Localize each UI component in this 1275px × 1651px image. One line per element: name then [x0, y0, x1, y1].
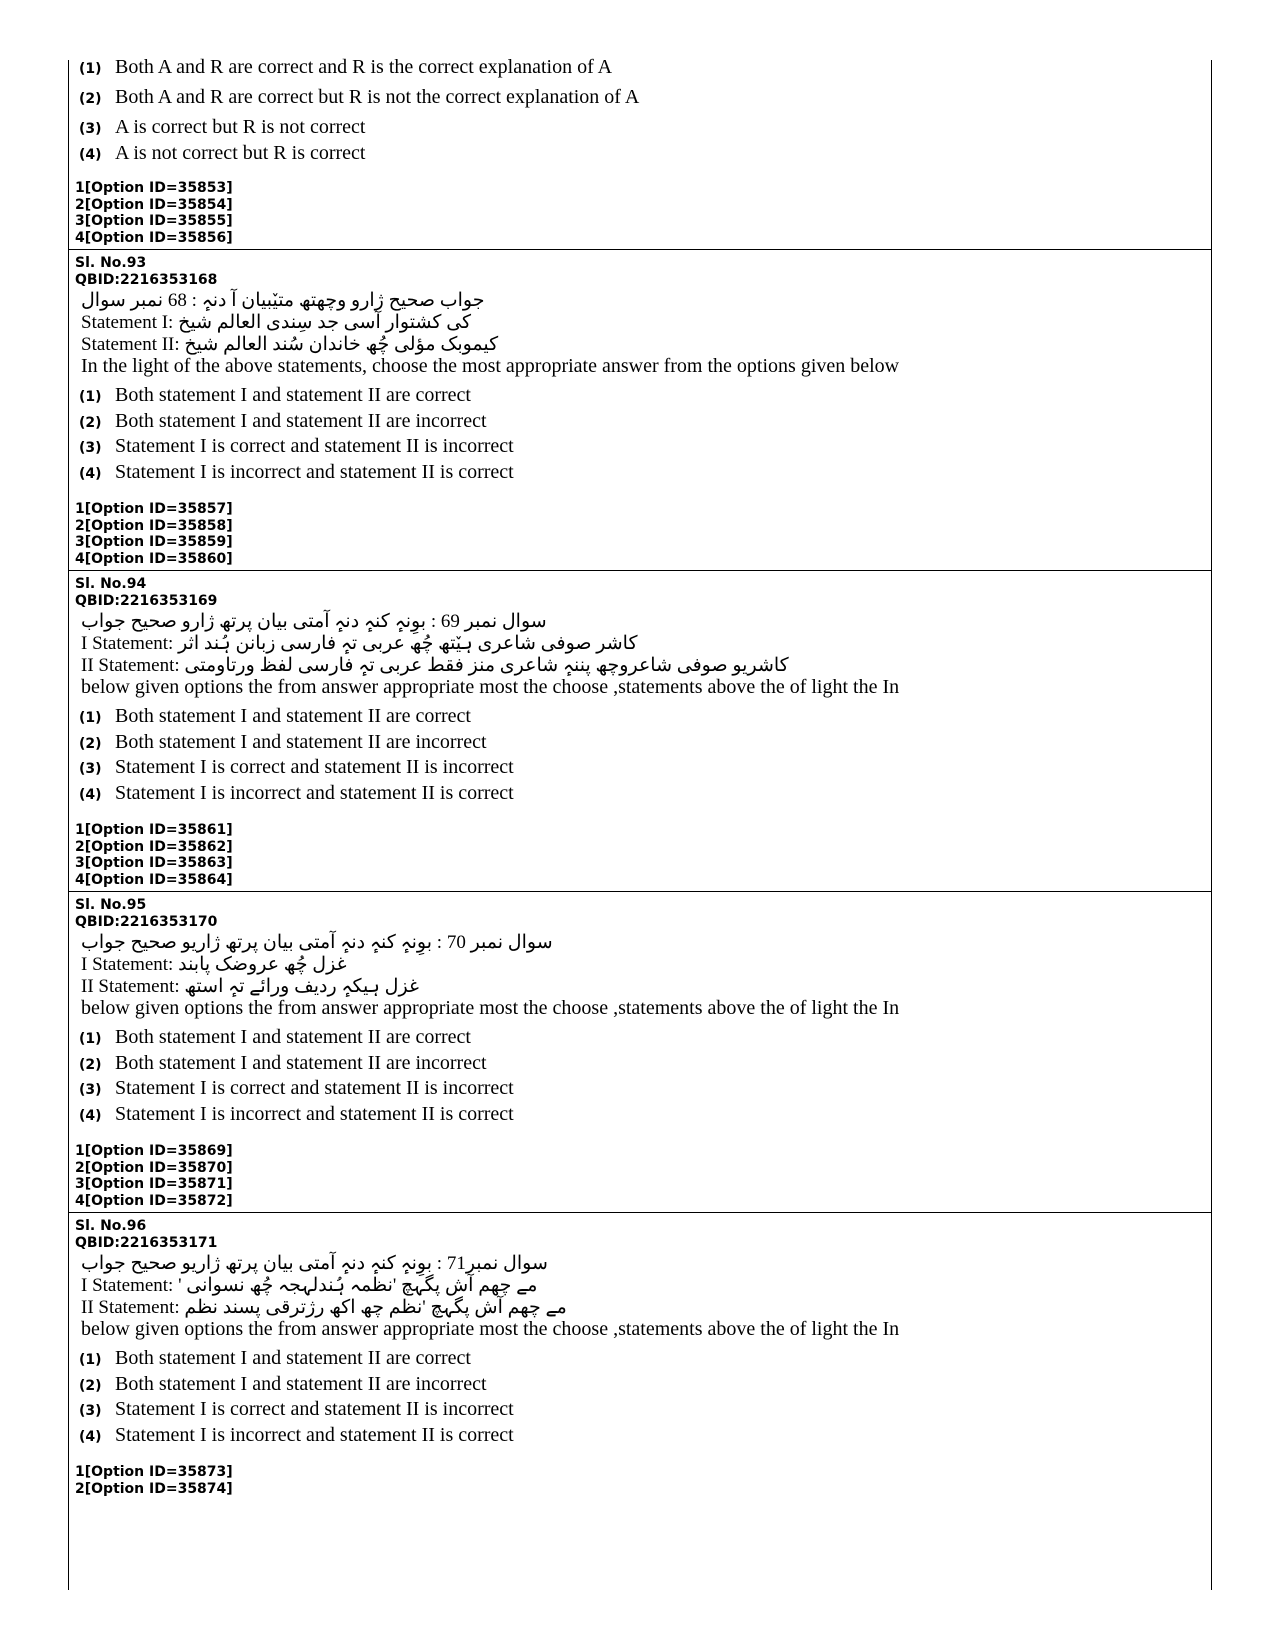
option-id: 2[Option ID=35874]	[75, 1480, 233, 1497]
option-number: (1)	[79, 389, 102, 405]
option-number: (2)	[79, 415, 102, 431]
option-number: (3)	[79, 761, 102, 777]
row-divider	[69, 1212, 1211, 1213]
question-line: I Statement: ' مے چھم آش پگہچ 'نظمہ ہُندلہجہ چُھ نسوانی	[81, 1275, 538, 1296]
option-number: (1)	[79, 1031, 102, 1047]
option-text: Both A and R are correct but R is not the correct explanation of A	[115, 86, 640, 108]
option-id: 4[Option ID=35856]	[75, 229, 233, 246]
option-row	[79, 705, 471, 731]
qbid: QBID:2216353170	[75, 913, 218, 930]
serial-number: Sl. No.93	[75, 255, 147, 271]
option-number: (4)	[79, 1108, 102, 1124]
option-id: 4[Option ID=35860]	[75, 550, 233, 567]
option-text: Statement I is incorrect and statement II is correct	[115, 1424, 514, 1446]
question-line: جواب صحیح ژارو وچھتھ متیٚبیان آ دنہٕ : 68 نمبر سوال	[81, 290, 485, 311]
option-id: 1[Option ID=35861]	[75, 822, 233, 838]
option-number: (3)	[79, 1403, 102, 1419]
option-row	[79, 384, 471, 410]
option-id: 1[Option ID=35853]	[75, 180, 233, 196]
row-divider	[69, 570, 1211, 571]
option-text: Statement I is correct and statement II is incorrect	[115, 1398, 514, 1420]
option-id: 2[Option ID=35870]	[75, 1159, 233, 1176]
option-id: 2[Option ID=35858]	[75, 517, 233, 534]
question-line: سوال نمبر 70 : بوِنہٕ کنہٕ دنہٕ آمتی بیان پرتھ ژاریو صحیح جواب	[81, 932, 553, 953]
option-text: Both statement I and statement II are correct	[115, 384, 471, 406]
serial-number: Sl. No.96	[75, 1218, 147, 1234]
option-id: 1[Option ID=35873]	[75, 1464, 233, 1480]
question-instruction: In the light of the above statements, choose the most appropriate answer from the options given below	[81, 355, 900, 377]
question-line: II Statement: کاشریو صوفی شاعروچھ پننہٕ شاعری منز فقط عربی تہٕ فارسی لفظ ورتاومتی	[81, 655, 789, 676]
serial-number: Sl. No.94	[75, 576, 147, 592]
option-text: Both A and R are correct and R is the correct explanation of A	[115, 56, 613, 78]
option-text: A is correct but R is not correct	[115, 116, 366, 138]
question-line: I Statement: غزل چُھ عروضک پابند	[81, 954, 347, 975]
option-number: (3)	[79, 440, 102, 456]
option-text: Both statement I and statement II are incorrect	[115, 1052, 487, 1074]
option-text: Statement I is incorrect and statement II is correct	[115, 461, 514, 483]
option-id: 1[Option ID=35869]	[75, 1143, 233, 1159]
option-row	[79, 86, 639, 112]
question-table	[68, 56, 1212, 1590]
option-row	[79, 731, 487, 757]
option-text: Statement I is incorrect and statement II is correct	[115, 1103, 514, 1125]
option-number: (4)	[79, 466, 102, 482]
qbid: QBID:2216353168	[75, 271, 218, 288]
option-id: 2[Option ID=35854]	[75, 196, 233, 213]
question-instruction: below given options the from answer appropriate most the choose ,statements above the of light the In	[81, 997, 900, 1019]
option-row	[79, 782, 514, 808]
option-id: 1[Option ID=35857]	[75, 501, 233, 517]
option-text: Both statement I and statement II are correct	[115, 705, 471, 727]
question-line: Statement II: کیموبک مؤلی چُھ خاندان سُند العالم شیخ	[81, 334, 499, 355]
option-number: (2)	[79, 1378, 102, 1394]
option-row	[79, 116, 366, 142]
option-number: (1)	[79, 1352, 102, 1368]
question-header	[75, 576, 217, 609]
option-text: Both statement I and statement II are incorrect	[115, 731, 487, 753]
option-row	[79, 410, 487, 436]
option-id: 2[Option ID=35862]	[75, 838, 233, 855]
option-row	[79, 756, 514, 782]
question-line: I Statement: کاشر صوفی شاعری ہیٚتھ چُھ عربی تہٕ فارسی زبانن ہُند اثر	[81, 633, 638, 654]
option-text: Statement I is correct and statement II is incorrect	[115, 435, 514, 457]
question-line: Statement I: کی کشتوار آسی جد سِندی العالم شیخ	[81, 312, 472, 333]
option-id: 4[Option ID=35872]	[75, 1192, 233, 1209]
option-number: (2)	[79, 1057, 102, 1073]
option-row	[79, 461, 514, 487]
question-line: II Statement: مے چھم آش پگہچ 'نظم چھ اکھ رژترقی پسند نظم	[81, 1297, 567, 1318]
option-text: Statement I is correct and statement II is incorrect	[115, 756, 514, 778]
option-number: (3)	[79, 121, 102, 137]
option-text: Statement I is incorrect and statement II is correct	[115, 782, 514, 804]
option-id: 4[Option ID=35864]	[75, 871, 233, 888]
question-instruction: below given options the from answer appropriate most the choose ,statements above the of light the In	[81, 676, 900, 698]
question-header	[75, 897, 217, 930]
option-id-list	[75, 1464, 233, 1497]
option-row	[79, 1052, 487, 1078]
question-header	[75, 1218, 217, 1251]
option-number: (2)	[79, 91, 102, 107]
question-header	[75, 255, 217, 288]
option-number: (4)	[79, 147, 102, 163]
option-text: A is not correct but R is correct	[115, 142, 366, 164]
option-row	[79, 1347, 471, 1373]
option-number: (4)	[79, 1429, 102, 1445]
option-number: (2)	[79, 736, 102, 752]
qbid: QBID:2216353171	[75, 1234, 218, 1251]
option-id: 3[Option ID=35871]	[75, 1176, 233, 1192]
question-line: سوال نمبر 69 : بوِنہٕ کنہٕ دنہٕ آمتی بیان پرتھ ژارو صحیح جواب	[81, 611, 547, 632]
row-divider	[69, 891, 1211, 892]
question-line: II Statement: غزل ہیکہٕ ردیف ورائے تہٕ استھ	[81, 976, 419, 997]
option-text: Statement I is correct and statement II is incorrect	[115, 1077, 514, 1099]
option-number: (4)	[79, 787, 102, 803]
option-text: Both statement I and statement II are incorrect	[115, 410, 487, 432]
option-id: 3[Option ID=35859]	[75, 534, 233, 550]
option-id-list	[75, 1143, 233, 1209]
option-row	[79, 142, 366, 168]
option-text: Both statement I and statement II are correct	[115, 1026, 471, 1048]
option-row	[79, 1373, 487, 1399]
question-line: سوال نمبر71 : بوِنہٕ کنہٕ دنہٕ آمتی بیان پرتھ ژاریو صحیح جواب	[81, 1253, 548, 1274]
option-row	[79, 1077, 514, 1103]
option-row	[79, 1424, 514, 1450]
option-row	[79, 56, 612, 82]
option-row	[79, 1103, 514, 1129]
row-divider	[69, 249, 1211, 250]
option-text: Both statement I and statement II are incorrect	[115, 1373, 487, 1395]
option-id: 3[Option ID=35863]	[75, 855, 233, 871]
option-text: Both statement I and statement II are correct	[115, 1347, 471, 1369]
option-number: (1)	[79, 710, 102, 726]
option-number: (3)	[79, 1082, 102, 1098]
question-instruction: below given options the from answer appropriate most the choose ,statements above the of light the In	[81, 1318, 900, 1340]
option-id-list	[75, 501, 233, 567]
option-number: (1)	[79, 61, 102, 77]
qbid: QBID:2216353169	[75, 592, 218, 609]
option-row	[79, 1398, 514, 1424]
serial-number: Sl. No.95	[75, 897, 147, 913]
option-row	[79, 435, 514, 461]
option-id: 3[Option ID=35855]	[75, 213, 233, 229]
option-id-list	[75, 822, 233, 888]
option-id-list	[75, 180, 233, 246]
option-row	[79, 1026, 471, 1052]
